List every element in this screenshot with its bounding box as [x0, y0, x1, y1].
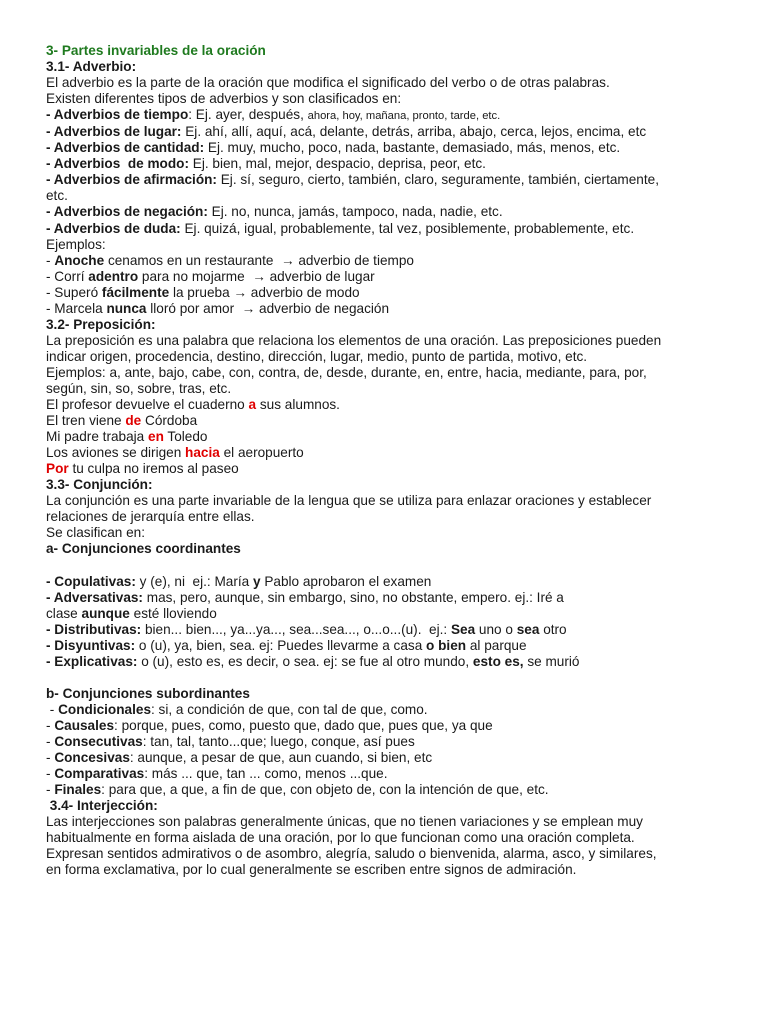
adversativas-bold: aunque	[81, 605, 130, 621]
condicionales	[46, 702, 748, 718]
conjuncion-clasif: Se clasifican en:	[46, 525, 145, 541]
example-bold: fácilmente	[101, 284, 170, 300]
finales-text: : para que, a que, a fin de que, con objeto de, con la intención de que, etc.	[101, 782, 549, 798]
consecutivas	[46, 734, 748, 750]
example-text: lloró por amor → adverbio de negación	[146, 300, 390, 316]
adverbio-cantidad-label: - Adverbios de cantidad:	[46, 140, 205, 156]
distributivas-bold: Sea	[450, 621, 476, 637]
example-text: la prueba → adverbio de modo	[169, 284, 360, 300]
adverbio-cantidad-text: Ej. muy, mucho, poco, nada, bastante, demasiado, más, menos, etc.	[204, 140, 621, 156]
comparativas	[46, 766, 748, 782]
causales	[46, 718, 748, 734]
adverbio-afirmacion-text: Ej. sí, seguro, cierto, también, claro, seguramente, también, ciertamente,	[216, 172, 659, 188]
adverbio-modo-text: Ej. bien, mal, mejor, despacio, deprisa, peor, etc.	[189, 156, 486, 172]
list-dash: -	[46, 766, 55, 782]
adversativas	[46, 590, 748, 606]
preposicion-heading: 3.2- Preposición:	[46, 316, 156, 332]
highlighted-preposition: Por	[46, 461, 69, 477]
concesivas-text: : aunque, a pesar de que, aun cuando, si bien, etc	[129, 750, 433, 766]
preposicion-example-5	[46, 461, 748, 477]
adverbio-definition: El adverbio es la parte de la oración que modifica el significado del verbo o de otras palabras.	[46, 75, 610, 91]
adverbio-negacion-text: Ej. no, nunca, jamás, tampoco, nada, nadie, etc.	[207, 204, 503, 220]
example-text: - Marcela	[46, 300, 107, 316]
condicionales-text: : si, a condición de que, con tal de que, como.	[151, 701, 428, 717]
adverbio-tiempo-label: - Adverbios de tiempo	[46, 107, 189, 123]
concesivas-label: Concesivas	[54, 750, 130, 766]
consecutivas-text: : tan, tal, tanto...que; luego, conque, así pues	[142, 734, 415, 750]
adverbio-tiempo-text-small: ahora, hoy, mañana, pronto, tarde, etc.	[307, 110, 501, 123]
example-text: para no mojarme → adverbio de lugar	[138, 268, 375, 284]
explicativas-text: se murió	[523, 653, 580, 669]
coordinantes-heading: a- Conjunciones coordinantes	[46, 541, 241, 557]
condicionales-label: Condicionales	[58, 701, 151, 717]
copulativas-text: Pablo aprobaron el examen	[260, 573, 432, 589]
distributivas-bold: sea	[516, 621, 540, 637]
section-title: 3- Partes invariables de la oración	[46, 43, 266, 58]
example-text: Córdoba	[141, 413, 198, 429]
example-text: tu culpa no iremos al paseo	[68, 461, 239, 477]
example-text: El profesor devuelve el cuaderno	[46, 397, 249, 413]
example-bold: adentro	[88, 268, 139, 284]
highlighted-preposition: en	[148, 429, 164, 445]
interjeccion-line-2: habitualmente en forma aislada de una oración, por lo que funcionan como una oración completa.	[46, 830, 635, 846]
adversativas-cont	[46, 606, 748, 622]
explicativas-bold: esto es,	[472, 653, 524, 669]
explicativas-label: - Explicativas:	[46, 653, 138, 669]
preposicion-example-4	[46, 445, 748, 461]
interjeccion-line-4: en forma exclamativa, por lo cual generalmente se escriben entre signos de admiración.	[46, 862, 577, 878]
example-text: Toledo	[163, 429, 208, 445]
adverbio-tiempo	[46, 107, 748, 124]
example-text: Los aviones se dirigen	[46, 445, 186, 461]
subordinantes-heading: b- Conjunciones subordinantes	[46, 685, 250, 701]
finales-label: Finales	[54, 782, 102, 798]
preposicion-ejemplos-1: Ejemplos: a, ante, bajo, cabe, con, contra, de, desde, durante, en, entre, hacia, mediante, para, por,	[46, 364, 647, 380]
highlighted-preposition: de	[125, 413, 142, 429]
preposicion-example-1	[46, 397, 748, 413]
highlighted-preposition: hacia	[185, 445, 220, 461]
preposicion-def-2: indicar origen, procedencia, destino, dirección, lugar, medio, punto de partida, motivo, etc.	[46, 348, 588, 364]
adversativas-text: esté lloviendo	[129, 605, 217, 621]
list-dash: -	[46, 750, 55, 766]
adverbio-duda-label: - Adverbios de duda:	[46, 220, 181, 236]
example-text: El tren viene	[46, 413, 126, 429]
example-bold: Anoche	[54, 252, 105, 268]
example-text: Mi padre trabaja	[46, 429, 149, 445]
explicativas	[46, 654, 748, 670]
distributivas	[46, 622, 748, 638]
disyuntivas	[46, 638, 748, 654]
blank-line	[46, 558, 748, 574]
blank-line	[46, 670, 748, 686]
adverbio-intro: Existen diferentes tipos de adverbios y son clasificados en:	[46, 91, 402, 107]
distributivas-text: bien... bien..., ya...ya..., sea...sea..., o...o...(u). ej.:	[141, 621, 451, 637]
adversativas-text: clase	[46, 605, 82, 621]
copulativas	[46, 574, 748, 590]
copulativas-label: - Copulativas:	[46, 573, 136, 589]
causales-label: Causales	[54, 717, 115, 733]
adverbio-lugar	[46, 124, 748, 140]
example-bold: nunca	[106, 300, 147, 316]
adversativas-label: - Adversativas:	[46, 589, 143, 605]
conjuncion-def-2: relaciones de jerarquía entre ellas.	[46, 509, 255, 525]
finales	[46, 782, 748, 798]
copulativas-text: y (e), ni ej.: María	[135, 573, 253, 589]
comparativas-text: : más ... que, tan ... como, menos ...que.	[144, 766, 388, 782]
adverbio-negacion-label: - Adverbios de negación:	[46, 204, 208, 220]
example-text: - Superó	[46, 284, 102, 300]
list-dash: -	[46, 734, 55, 750]
comparativas-label: Comparativas	[54, 766, 145, 782]
adverbio-example-1	[46, 253, 748, 269]
list-dash: -	[46, 717, 55, 733]
adverbio-lugar-text: Ej. ahí, allí, aquí, acá, delante, detrás, arriba, abajo, cerca, lejos, encima, etc	[181, 124, 647, 140]
example-text: cenamos en un restaurante → adverbio de tiempo	[104, 252, 414, 268]
conjuncion-def-1: La conjunción es una parte invariable de la lengua que se utiliza para enlazar oraciones y establecer	[46, 493, 652, 509]
adversativas-text: mas, pero, aunque, sin embargo, sino, no obstante, empero. ej.: Iré a	[142, 589, 564, 605]
consecutivas-label: Consecutivas	[54, 734, 143, 750]
highlighted-preposition: a	[248, 397, 257, 413]
interjeccion-heading: 3.4- Interjección:	[46, 798, 158, 814]
explicativas-text: o (u), esto es, es decir, o sea. ej: se fue al otro mundo,	[137, 653, 473, 669]
adverbio-cantidad	[46, 140, 748, 156]
adverbio-negacion	[46, 204, 748, 220]
disyuntivas-bold: o bien	[426, 637, 467, 653]
disyuntivas-text: o (u), ya, bien, sea. ej: Puedes llevarme a casa	[135, 637, 427, 653]
concesivas	[46, 750, 748, 766]
adverbio-ejemplos-label: Ejemplos:	[46, 236, 106, 252]
disyuntivas-text: al parque	[466, 637, 527, 653]
copulativas-bold: y	[252, 573, 261, 589]
distributivas-text: uno o	[475, 621, 517, 637]
distributivas-text: otro	[539, 621, 567, 637]
adverbio-tiempo-text: : Ej. ayer, después,	[188, 107, 308, 123]
adverbio-duda	[46, 221, 748, 237]
adverbio-modo	[46, 156, 748, 172]
adverbio-duda-text: Ej. quizá, igual, probablemente, tal vez, posiblemente, probablemente, etc.	[180, 220, 635, 236]
adverbio-example-2	[46, 269, 748, 285]
adverbio-afirmacion-label: - Adverbios de afirmación:	[46, 172, 217, 188]
example-text: el aeropuerto	[219, 445, 304, 461]
list-dash: -	[46, 701, 59, 717]
conjuncion-heading: 3.3- Conjunción:	[46, 477, 153, 493]
adverbio-lugar-label: - Adverbios de lugar:	[46, 124, 182, 140]
disyuntivas-label: - Disyuntivas:	[46, 637, 136, 653]
adverbio-example-4	[46, 301, 748, 317]
adverbio-modo-label: - Adverbios de modo:	[46, 156, 189, 172]
example-text: -	[46, 252, 55, 268]
adverbio-afirmacion	[46, 172, 748, 188]
adverbio-afirmacion-cont: etc.	[46, 188, 68, 204]
preposicion-example-2	[46, 413, 748, 429]
distributivas-label: - Distributivas:	[46, 621, 142, 637]
preposicion-example-3	[46, 429, 748, 445]
interjeccion-line-1: Las interjecciones son palabras generalmente únicas, que no tienen variaciones y se emplean muy	[46, 814, 643, 830]
adverbio-heading: 3.1- Adverbio:	[46, 59, 137, 75]
causales-text: : porque, pues, como, puesto que, dado que, pues que, ya que	[114, 717, 493, 733]
example-text: sus alumnos.	[256, 397, 340, 413]
example-text: - Corrí	[46, 268, 89, 284]
list-dash: -	[46, 782, 55, 798]
interjeccion-line-3: Expresan sentidos admirativos o de asombro, alegría, saludo o bienvenida, alarma, asco, y similares,	[46, 846, 657, 862]
adverbio-example-3	[46, 285, 748, 301]
preposicion-ejemplos-2: según, sin, so, sobre, tras, etc.	[46, 380, 232, 396]
preposicion-def-1: La preposición es una palabra que relaciona los elementos de una oración. Las preposiciones pueden	[46, 332, 662, 348]
